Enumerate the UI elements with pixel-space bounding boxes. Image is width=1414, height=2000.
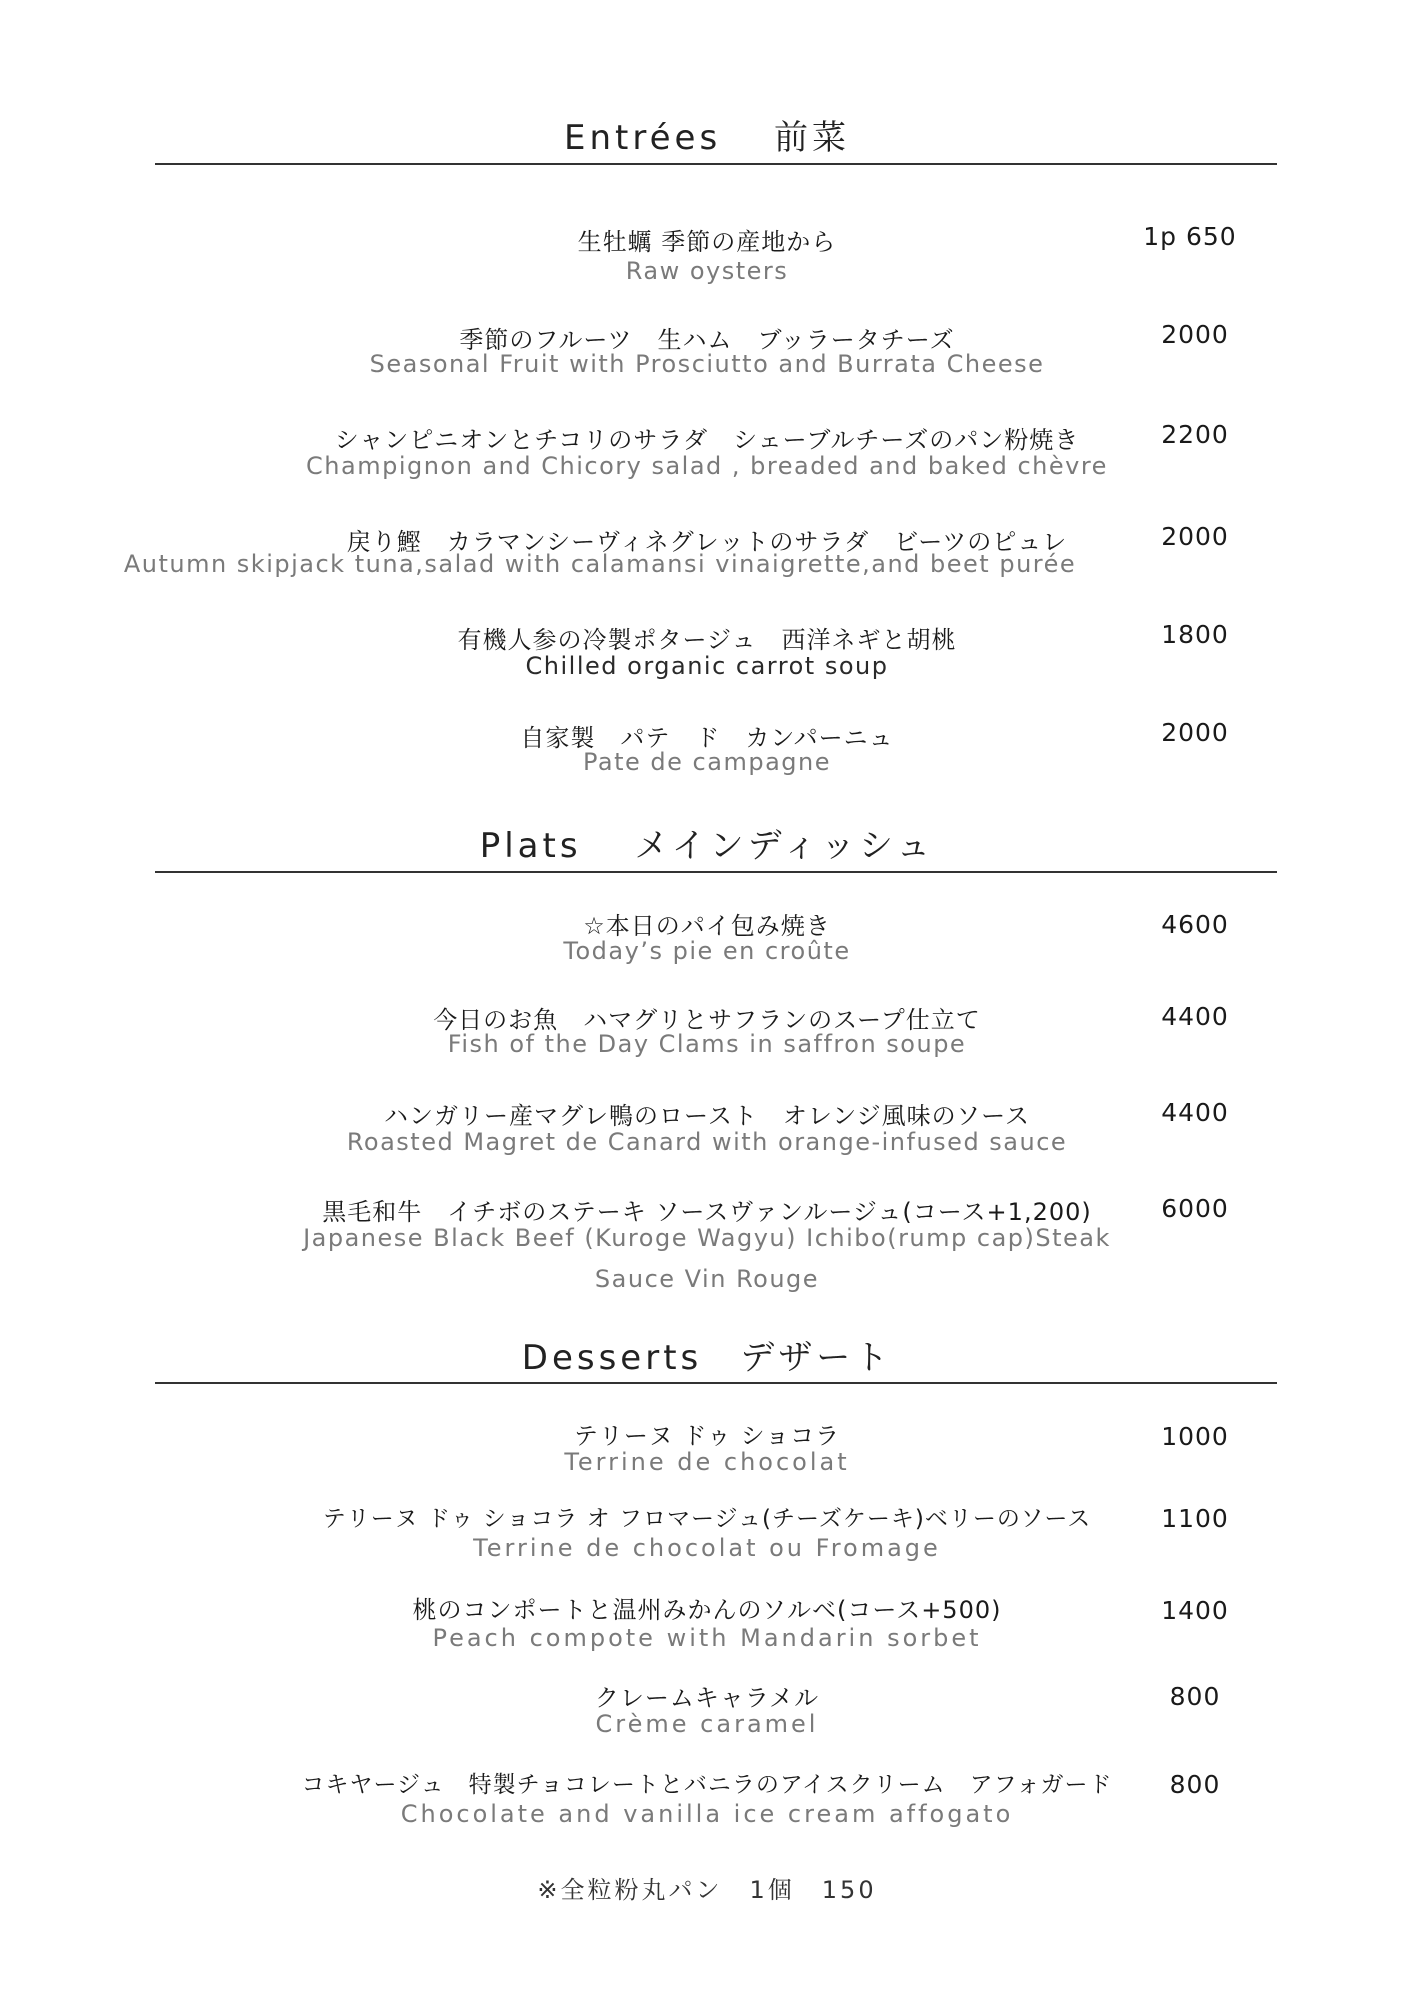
item-name-en: Peach compote with Mandarin sorbet	[432, 1624, 982, 1652]
item-price: 2000	[1161, 522, 1229, 551]
item-name-en: Chocolate and vanilla ice cream affogato	[400, 1800, 1014, 1828]
item-price: 6000	[1161, 1194, 1229, 1223]
item-name-en: Terrine de chocolat ou Fromage	[473, 1534, 941, 1562]
item-name-jp: 自家製 パテ ド カンパーニュ	[520, 724, 894, 752]
item-name-en: Fish of the Day Clams in saffron soupe	[447, 1030, 967, 1058]
item-name-jp: 有機人参の冷製ポタージュ 西洋ネギと胡桃	[457, 626, 957, 654]
item-price: 1000	[1161, 1422, 1229, 1451]
section-title-plats: Plats メインディッシュ	[479, 826, 935, 866]
item-price: 1100	[1161, 1504, 1229, 1533]
item-name-jp: シャンピニオンとチコリのサラダ シェーブルチーズのパン粉焼き	[334, 426, 1080, 454]
item-name-en: Raw oysters	[625, 257, 789, 285]
section-title-entrees: Entrées 前菜	[564, 118, 850, 158]
item-price: 1400	[1161, 1596, 1229, 1625]
section-divider	[155, 1382, 1277, 1384]
section-divider	[155, 871, 1277, 873]
item-name-en: Pate de campagne	[583, 748, 831, 776]
item-price: 4600	[1161, 910, 1229, 939]
item-name-en: Roasted Magret de Canard with orange-infused sauce	[346, 1128, 1068, 1156]
item-price: 2200	[1161, 420, 1229, 449]
item-price: 1800	[1161, 620, 1229, 649]
item-name-jp: テリーヌ ドゥ ショコラ	[573, 1422, 841, 1450]
item-name-jp: 戻り鰹 カラマンシーヴィネグレットのサラダ ビーツのピュレ	[346, 528, 1068, 556]
item-name-en: Japanese Black Beef (Kuroge Wagyu) Ichibo(rump cap)Steak	[303, 1224, 1111, 1252]
item-name-en: Champignon and Chicory salad , breaded and baked chèvre	[306, 452, 1108, 480]
section-divider	[155, 163, 1277, 165]
item-name-jp: ☆本日のパイ包み焼き	[583, 912, 831, 940]
item-name-en: Terrine de chocolat	[564, 1448, 850, 1476]
item-name-jp: 生牡蠣 季節の産地から	[577, 228, 837, 256]
item-name-en: Today’s pie en croûte	[563, 937, 851, 965]
item-price: 800	[1169, 1770, 1221, 1799]
footer-note: ※全粒粉丸パン 1個 150	[537, 1876, 877, 1904]
item-price: 1p 650	[1143, 222, 1237, 251]
section-title-desserts: Desserts デザート	[521, 1338, 893, 1378]
item-name-jp: クレームキャラメル	[594, 1684, 820, 1712]
item-price: 4400	[1161, 1002, 1229, 1031]
item-name-jp: ハンガリー産マグレ鴨のロースト オレンジ風味のソース	[384, 1102, 1030, 1130]
item-name-en: Seasonal Fruit with Prosciutto and Burrata Cheese	[369, 350, 1045, 378]
item-price: 4400	[1161, 1098, 1229, 1127]
item-name-en: Crème caramel	[595, 1710, 819, 1738]
item-name-jp: 季節のフルーツ 生ハム ブッラータチーズ	[459, 326, 955, 354]
item-name-jp: コキヤージュ 特製チョコレートとバニラのアイスクリーム アフォガード	[301, 1772, 1113, 1798]
item-price: 2000	[1161, 320, 1229, 349]
item-name-en: Autumn skipjack tuna,salad with calamansi vinaigrette,and beet purée	[123, 550, 1077, 578]
item-name-en-line2: Sauce Vin Rouge	[594, 1265, 820, 1293]
item-name-jp: 今日のお魚 ハマグリとサフランのスープ仕立て	[433, 1006, 981, 1034]
item-name-jp: 黒毛和牛 イチボのステーキ ソースヴァンルージュ(コース+1,200)	[322, 1198, 1092, 1226]
item-name-en: Chilled organic carrot soup	[525, 652, 889, 680]
item-name-jp: テリーヌ ドゥ ショコラ オ フロマージュ(チーズケーキ)ベリーのソース	[322, 1506, 1092, 1532]
item-name-jp: 桃のコンポートと温州みかんのソルベ(コース+500)	[412, 1596, 1002, 1624]
item-price: 2000	[1161, 718, 1229, 747]
item-price: 800	[1169, 1682, 1221, 1711]
